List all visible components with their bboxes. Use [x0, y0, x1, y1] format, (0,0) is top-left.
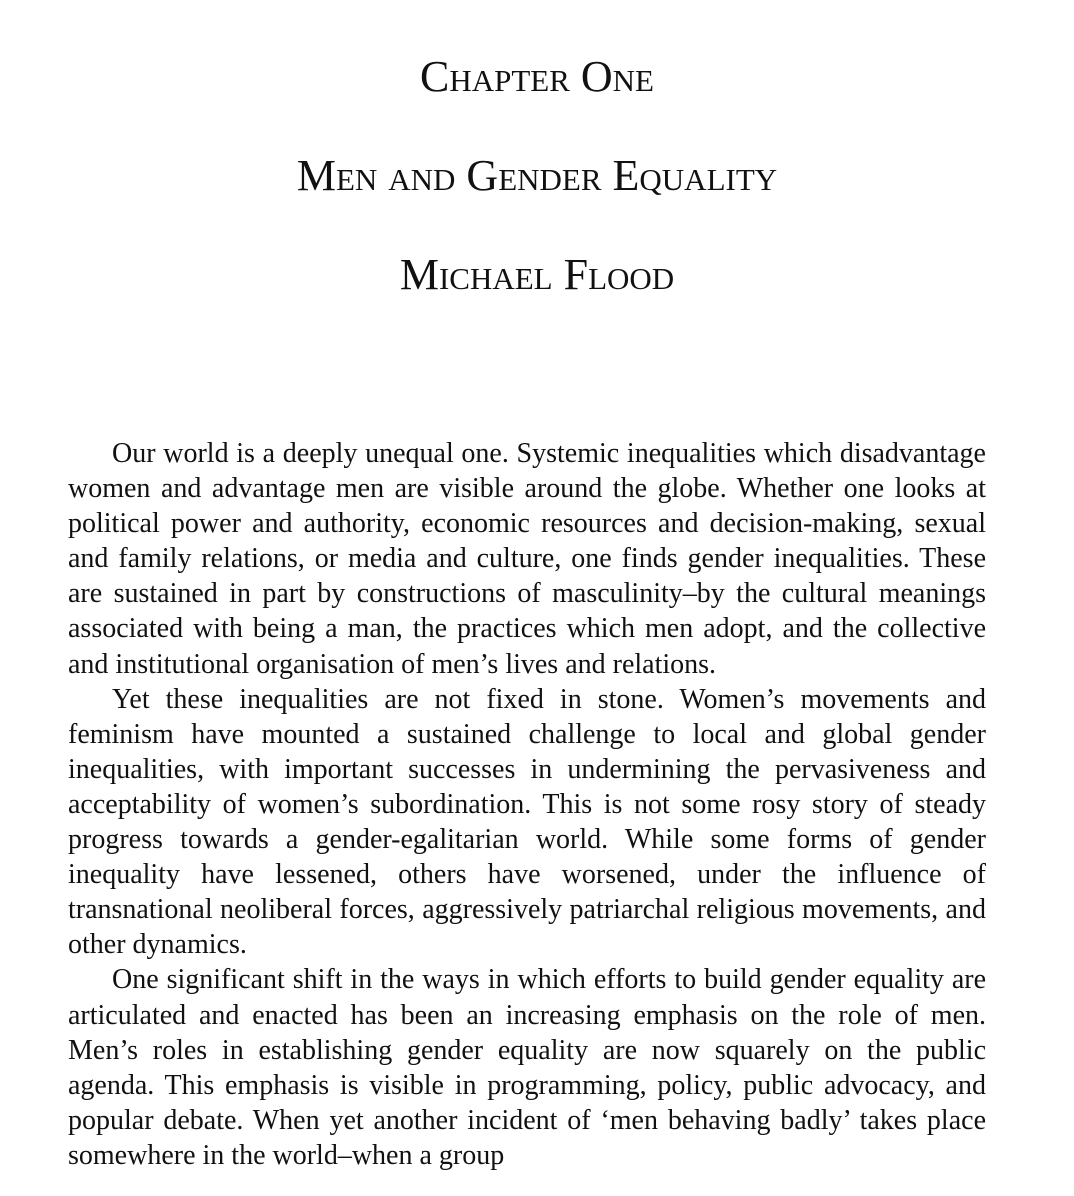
- chapter-title: Men and Gender Equality: [296, 151, 778, 200]
- chapter-label: Chapter One: [419, 52, 654, 101]
- chapter-author: Michael Flood: [399, 250, 675, 299]
- paragraph-3: One significant shift in the ways in which efforts to build gender equality are articulated and enacted has been an increasing emphasis on the role of men. Men’s roles in establishing gender equality are now squarely on the public agenda. This emphasis is visible in programming, policy, public advocacy, and popular debate. When yet another incident of ‘men behaving badly’ takes place somewhere in the world–when a group: [68, 964, 986, 1171]
- paragraph-1: Our world is a deeply unequal one. Systemic inequalities which disadvantage women and advantage men are visible around the globe. Whether one looks at political power and authority, economic resources and decision-making, sexual and family relations, or media and culture, one finds gender inequalities. These are sustained in part by constructions of masculinity–by the cultural meanings associated with being a man, the practices which men adopt, and the collective and institutional organisation of men’s lives and relations.: [68, 438, 986, 680]
- paragraph-2: Yet these inequalities are not fixed in stone. Women’s movements and feminism have mounted a sustained challenge to local and global gender inequalities, with important successes in undermining the pervasiveness and acceptability of women’s subordination. This is not some rosy story of steady progress towards a gender-egalitarian world. While some forms of gender inequality have lessened, others have worsened, under the influence of transnational neoliberal forces, aggressively patriarchal religious movements, and other dynamics.: [68, 683, 986, 961]
- body-text: [68, 436, 986, 1173]
